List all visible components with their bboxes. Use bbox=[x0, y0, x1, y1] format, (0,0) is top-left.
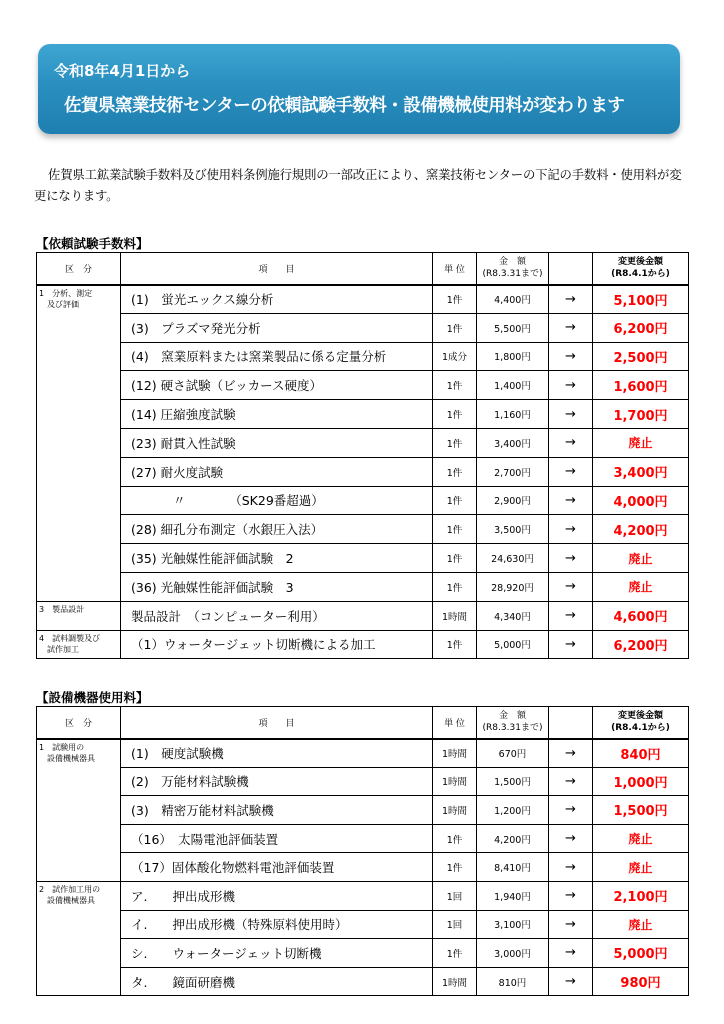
old-amount-cell: 3,400円 bbox=[477, 428, 549, 457]
header-item: 項 目 bbox=[121, 253, 433, 285]
unit-cell: 1時間 bbox=[433, 601, 477, 630]
header-arrow bbox=[549, 253, 593, 285]
category-cell: 1 分析、測定 及び評価 bbox=[37, 285, 121, 602]
header-amount-date: (R8.3.31まで) bbox=[482, 723, 543, 734]
new-amount-cell: 3,400円 bbox=[593, 457, 689, 486]
category-cell: 2 試作加工用の 設備機械器具 bbox=[37, 881, 121, 995]
arrow-cell: → bbox=[549, 881, 593, 910]
item-cell: 〃 （SK29番超過） bbox=[121, 486, 433, 515]
old-amount-cell: 3,500円 bbox=[477, 515, 549, 544]
arrow-cell: → bbox=[549, 796, 593, 825]
table-row bbox=[37, 824, 689, 853]
unit-cell: 1時間 bbox=[433, 739, 477, 768]
arrow-cell: → bbox=[549, 601, 593, 630]
new-amount-cell: 廃止 bbox=[593, 910, 689, 939]
new-amount-cell: 1,000円 bbox=[593, 767, 689, 796]
old-amount-cell: 1,800円 bbox=[477, 342, 549, 371]
unit-cell: 1時間 bbox=[433, 796, 477, 825]
new-amount-cell: 5,000円 bbox=[593, 939, 689, 968]
arrow-cell: → bbox=[549, 739, 593, 768]
new-amount-cell: 4,600円 bbox=[593, 601, 689, 630]
old-amount-cell: 1,160円 bbox=[477, 400, 549, 429]
arrow-cell: → bbox=[549, 967, 593, 996]
arrow-cell: → bbox=[549, 824, 593, 853]
new-amount-cell: 6,200円 bbox=[593, 313, 689, 342]
item-cell: (35) 光触媒性能評価試験 2 bbox=[121, 544, 433, 573]
table-row bbox=[37, 572, 689, 601]
item-cell: (2) 万能材料試験機 bbox=[121, 767, 433, 796]
table-row bbox=[37, 457, 689, 486]
section-title-equipment-fees: 【設備機器使用料】 bbox=[36, 690, 149, 705]
arrow-cell: → bbox=[549, 400, 593, 429]
table-row bbox=[37, 910, 689, 939]
old-amount-cell: 3,000円 bbox=[477, 939, 549, 968]
new-amount-cell: 980円 bbox=[593, 967, 689, 996]
testing-fees-table bbox=[36, 252, 689, 659]
unit-cell: 1件 bbox=[433, 544, 477, 573]
header-amount-label: 金 額 bbox=[498, 257, 526, 268]
unit-cell: 1件 bbox=[433, 630, 477, 659]
old-amount-cell: 1,200円 bbox=[477, 796, 549, 825]
arrow-cell: → bbox=[549, 630, 593, 659]
header-arrow bbox=[549, 707, 593, 739]
table-row bbox=[37, 630, 689, 659]
table-row bbox=[37, 739, 689, 768]
table-row bbox=[37, 601, 689, 630]
old-amount-cell: 5,500円 bbox=[477, 313, 549, 342]
new-amount-cell: 廃止 bbox=[593, 428, 689, 457]
item-cell: (23) 耐貫入性試験 bbox=[121, 428, 433, 457]
header-category: 区 分 bbox=[37, 253, 121, 285]
old-amount-cell: 810円 bbox=[477, 967, 549, 996]
table-row bbox=[37, 853, 689, 882]
table-row bbox=[37, 285, 689, 314]
header-new-date: (R8.4.1から) bbox=[611, 723, 670, 734]
table-row bbox=[37, 428, 689, 457]
old-amount-cell: 24,630円 bbox=[477, 544, 549, 573]
old-amount-cell: 4,400円 bbox=[477, 285, 549, 314]
category-cell: 1 試験用の 設備機械器具 bbox=[37, 739, 121, 882]
arrow-cell: → bbox=[549, 544, 593, 573]
arrow-cell: → bbox=[549, 853, 593, 882]
item-cell: (36) 光触媒性能評価試験 3 bbox=[121, 572, 433, 601]
header-unit: 単 位 bbox=[433, 707, 477, 739]
item-cell: (27) 耐火度試験 bbox=[121, 457, 433, 486]
table-row bbox=[37, 486, 689, 515]
table-row bbox=[37, 400, 689, 429]
arrow-cell: → bbox=[549, 486, 593, 515]
unit-cell: 1件 bbox=[433, 853, 477, 882]
table-row bbox=[37, 767, 689, 796]
arrow-cell: → bbox=[549, 285, 593, 314]
banner-title: 佐賀県窯業技術センターの依頼試験手数料・設備機械使用料が変わります bbox=[64, 96, 625, 116]
unit-cell: 1件 bbox=[433, 371, 477, 400]
unit-cell: 1時間 bbox=[433, 967, 477, 996]
new-amount-cell: 廃止 bbox=[593, 853, 689, 882]
new-amount-cell: 4,200円 bbox=[593, 515, 689, 544]
old-amount-cell: 2,900円 bbox=[477, 486, 549, 515]
item-cell: (28) 細孔分布測定（水銀圧入法） bbox=[121, 515, 433, 544]
item-cell: (12) 硬さ試験（ビッカース硬度） bbox=[121, 371, 433, 400]
header-new-amount bbox=[593, 707, 689, 739]
header-category: 区 分 bbox=[37, 707, 121, 739]
table-row bbox=[37, 939, 689, 968]
table-row bbox=[37, 313, 689, 342]
item-cell: タ. 鏡面研磨機 bbox=[121, 967, 433, 996]
header-amount-label: 金 額 bbox=[498, 711, 526, 722]
header-new-label: 変更後金額 bbox=[617, 257, 663, 268]
new-amount-cell: 廃止 bbox=[593, 544, 689, 573]
old-amount-cell: 670円 bbox=[477, 739, 549, 768]
header-new-date: (R8.4.1から) bbox=[611, 269, 670, 280]
old-amount-cell: 1,400円 bbox=[477, 371, 549, 400]
new-amount-cell: 1,700円 bbox=[593, 400, 689, 429]
item-cell: イ. 押出成形機（特殊原料使用時） bbox=[121, 910, 433, 939]
header-banner bbox=[38, 44, 680, 134]
new-amount-cell: 840円 bbox=[593, 739, 689, 768]
table-row bbox=[37, 544, 689, 573]
unit-cell: 1成分 bbox=[433, 342, 477, 371]
table-row bbox=[37, 967, 689, 996]
header-item: 項 目 bbox=[121, 707, 433, 739]
item-cell: (14) 圧縮強度試験 bbox=[121, 400, 433, 429]
table-header-row bbox=[37, 707, 689, 739]
table-header-row bbox=[37, 253, 689, 285]
new-amount-cell: 廃止 bbox=[593, 572, 689, 601]
old-amount-cell: 5,000円 bbox=[477, 630, 549, 659]
arrow-cell: → bbox=[549, 457, 593, 486]
old-amount-cell: 1,940円 bbox=[477, 881, 549, 910]
header-amount bbox=[477, 707, 549, 739]
table-row bbox=[37, 515, 689, 544]
item-cell: (3) プラズマ発光分析 bbox=[121, 313, 433, 342]
table-row bbox=[37, 342, 689, 371]
unit-cell: 1件 bbox=[433, 824, 477, 853]
unit-cell: 1件 bbox=[433, 457, 477, 486]
arrow-cell: → bbox=[549, 371, 593, 400]
unit-cell: 1件 bbox=[433, 515, 477, 544]
old-amount-cell: 28,920円 bbox=[477, 572, 549, 601]
item-cell: (1) 蛍光エックス線分析 bbox=[121, 285, 433, 314]
unit-cell: 1回 bbox=[433, 910, 477, 939]
unit-cell: 1件 bbox=[433, 285, 477, 314]
old-amount-cell: 3,100円 bbox=[477, 910, 549, 939]
category-cell: 3 製品設計 bbox=[37, 601, 121, 630]
table-row bbox=[37, 881, 689, 910]
item-cell: (4) 窯業原料または窯業製品に係る定量分析 bbox=[121, 342, 433, 371]
header-new-amount bbox=[593, 253, 689, 285]
new-amount-cell: 4,000円 bbox=[593, 486, 689, 515]
new-amount-cell: 廃止 bbox=[593, 824, 689, 853]
item-cell: ア. 押出成形機 bbox=[121, 881, 433, 910]
arrow-cell: → bbox=[549, 428, 593, 457]
new-amount-cell: 1,600円 bbox=[593, 371, 689, 400]
item-cell: （16） 太陽電池評価装置 bbox=[121, 824, 433, 853]
item-cell: （1）ウォータージェット切断機による加工 bbox=[121, 630, 433, 659]
arrow-cell: → bbox=[549, 572, 593, 601]
arrow-cell: → bbox=[549, 515, 593, 544]
category-cell: 4 試料調製及び 試作加工 bbox=[37, 630, 121, 659]
header-unit: 単 位 bbox=[433, 253, 477, 285]
unit-cell: 1件 bbox=[433, 939, 477, 968]
intro-paragraph: 佐賀県工鉱業試験手数料及び使用料条例施行規則の一部改正により、窯業技術センターの下記の手数料・使用料が変更になります。 bbox=[34, 167, 682, 203]
new-amount-cell: 6,200円 bbox=[593, 630, 689, 659]
unit-cell: 1件 bbox=[433, 486, 477, 515]
unit-cell: 1時間 bbox=[433, 767, 477, 796]
item-cell: シ. ウォータージェット切断機 bbox=[121, 939, 433, 968]
banner-subtitle: 令和8年4月1日から bbox=[54, 62, 191, 80]
item-cell: 製品設計 （コンピューター利用） bbox=[121, 601, 433, 630]
unit-cell: 1件 bbox=[433, 313, 477, 342]
section-title-testing-fees: 【依頼試験手数料】 bbox=[36, 236, 149, 251]
arrow-cell: → bbox=[549, 342, 593, 371]
unit-cell: 1回 bbox=[433, 881, 477, 910]
table-row bbox=[37, 796, 689, 825]
header-amount bbox=[477, 253, 549, 285]
old-amount-cell: 4,340円 bbox=[477, 601, 549, 630]
old-amount-cell: 8,410円 bbox=[477, 853, 549, 882]
unit-cell: 1件 bbox=[433, 572, 477, 601]
unit-cell: 1件 bbox=[433, 400, 477, 429]
item-cell: (1) 硬度試験機 bbox=[121, 739, 433, 768]
old-amount-cell: 1,500円 bbox=[477, 767, 549, 796]
old-amount-cell: 4,200円 bbox=[477, 824, 549, 853]
new-amount-cell: 2,100円 bbox=[593, 881, 689, 910]
new-amount-cell: 5,100円 bbox=[593, 285, 689, 314]
table-row bbox=[37, 371, 689, 400]
item-cell: （17）固体酸化物燃料電池評価装置 bbox=[121, 853, 433, 882]
unit-cell: 1件 bbox=[433, 428, 477, 457]
old-amount-cell: 2,700円 bbox=[477, 457, 549, 486]
arrow-cell: → bbox=[549, 313, 593, 342]
new-amount-cell: 1,500円 bbox=[593, 796, 689, 825]
arrow-cell: → bbox=[549, 767, 593, 796]
item-cell: (3) 精密万能材料試験機 bbox=[121, 796, 433, 825]
arrow-cell: → bbox=[549, 910, 593, 939]
equipment-fees-table bbox=[36, 706, 689, 996]
header-new-label: 変更後金額 bbox=[617, 711, 663, 722]
header-amount-date: (R8.3.31まで) bbox=[482, 269, 543, 280]
new-amount-cell: 2,500円 bbox=[593, 342, 689, 371]
arrow-cell: → bbox=[549, 939, 593, 968]
